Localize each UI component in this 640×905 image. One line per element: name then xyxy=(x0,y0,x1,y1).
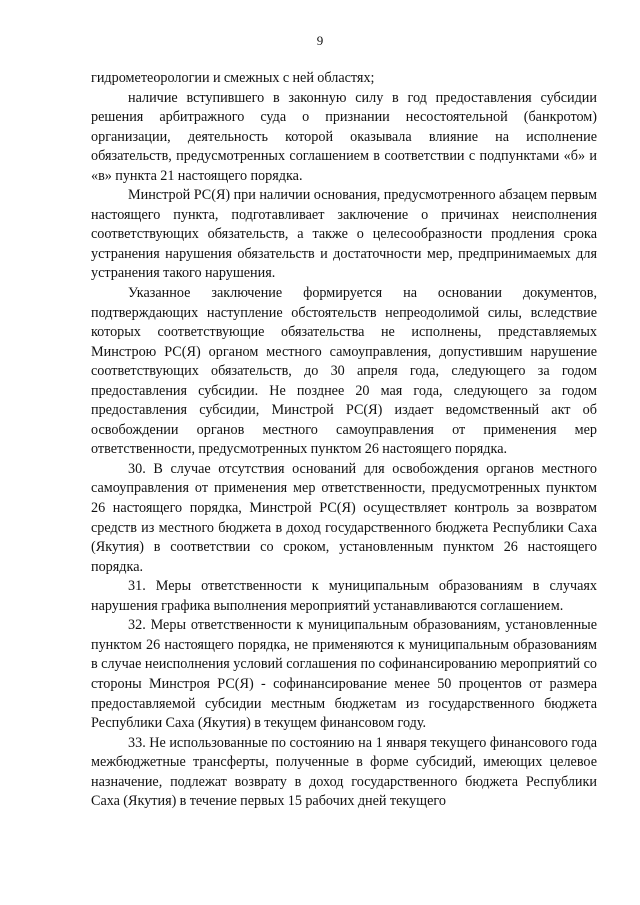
paragraph-item-31: 31. Меры ответственности к муниципальным образованиям в случаях нарушения графика выполнения мероприятий устанавливаются соглашением. xyxy=(91,578,597,614)
paragraph-minstroy-conclusion: Минстрой РС(Я) при наличии основания, предусмотренного абзацем первым настоящего пункта, подготавливает заключение о причинах неисполнения соответствующих обязательств, а также о целесообразности продления срока устранения нарушения обязательств и достаточности мер, предпринимаемых для устранения такого нарушения. xyxy=(91,187,597,282)
paragraph-conclusion-basis: Указанное заключение формируется на основании документов, подтверждающих наступление обстоятельств непреодолимой силы, вследствие которых соответствующие обязательства не исполнены, представляемых Минстрою РС(Я) органом местного самоуправления, допустившим нарушение соответствующих обязательств, до 30 апреля года, следующего за годом предоставления субсидии. Не позднее 20 мая года, следующего за годом предоставления субсидии, Минстрой РС(Я) издает ведомственный акт об освобождении органов местного самоуправления от применения мер ответственности, предусмотренных пунктом 26 настоящего порядка. xyxy=(91,285,597,458)
paragraph-bankruptcy-ground: наличие вступившего в законную силу в год предоставления субсидии решения арбитражного суда о признании несостоятельной (банкротом) организации, деятельность которой оказывала влияние на исполнение обязательств, предусмотренных соглашением в соответствии с подпунктами «б» и «в» пункта 21 настоящего порядка. xyxy=(91,89,597,184)
paragraph-item-32: 32. Меры ответственности к муниципальным образованиям, установленные пунктом 26 настоящего порядка, не применяются к муниципальным образованиям в случае неисполнения условий соглашения по софинансированию мероприятий со стороны Минстроя РС(Я) - софинансирование менее 50 процентов от размера предоставляемой субсидии местным бюджетам из государственного бюджета Республики Саха (Якутия) в текущем финансовом году. xyxy=(91,617,597,732)
paragraph-continuation: гидрометеорологии и смежных с ней областях; xyxy=(91,70,375,86)
page-number: 9 xyxy=(316,33,324,48)
paragraph-item-33: 33. Не использованные по состоянию на 1 января текущего финансового года межбюджетные трансферты, полученные в форме субсидий, имеющих целевое назначение, подлежат возврату в доход государственного бюджета Республики Саха (Якутия) в течение первых 15 рабочих дней текущего xyxy=(91,734,597,810)
paragraph-item-30: 30. В случае отсутствия оснований для освобождения органов местного самоуправления от применения мер ответственности, предусмотренных пунктом 26 настоящего порядка, Минстрой РС(Я) осуществляет контроль за возвратом средств из местного бюджета в доход государственного бюджета Республики Саха (Якутия) в соответствии со сроком, установленным пунктом 26 настоящего порядка. xyxy=(91,460,597,575)
document-body xyxy=(91,69,597,812)
